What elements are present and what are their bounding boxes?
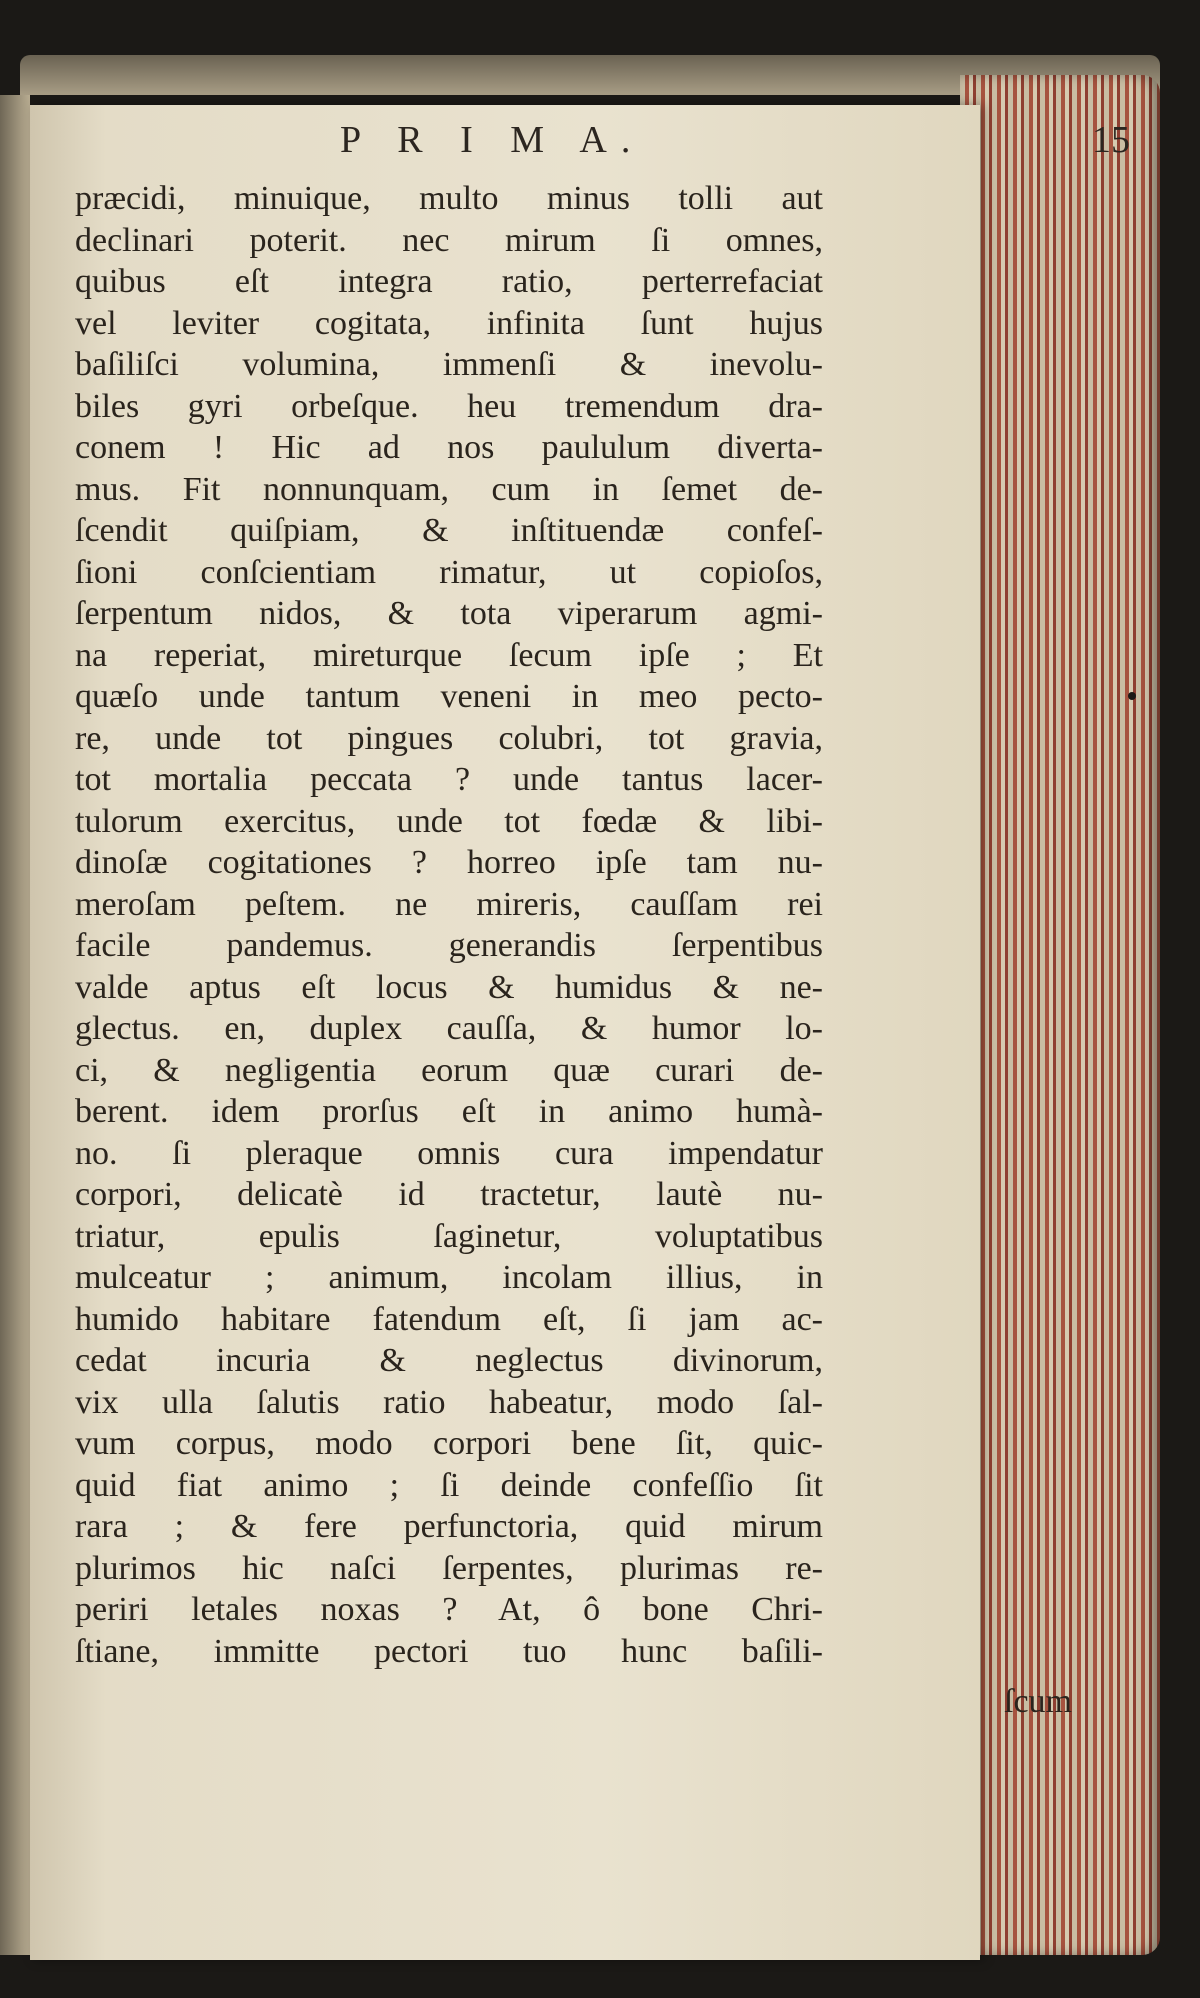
text-line: quibus eſt integra ratio, perterrefaciat — [75, 263, 823, 300]
text-line: conem ! Hic ad nos paululum diverta- — [75, 429, 823, 466]
text-line: ſioni conſcientiam rimatur, ut copioſos, — [75, 553, 823, 591]
text-line: ſtiane, immitte pectori tuo hunc baſili- — [75, 1632, 823, 1670]
text-line: ci, & negligentia eorum quæ curari de- — [75, 1051, 823, 1089]
running-head — [60, 118, 1130, 168]
text-line: præcidi, minuique, multo minus tolli aut — [75, 180, 823, 217]
text-line: glectus. en, duplex cauſſa, & humor lo- — [75, 1010, 823, 1047]
text-line: vum corpus, modo corpori bene ſit, quic- — [75, 1425, 823, 1462]
text-line: humido habitare fatendum eſt, ſi jam ac- — [75, 1300, 823, 1338]
text-line: declinari poterit. nec mirum ſi omnes, — [75, 221, 823, 259]
text-line: biles gyri orbeſque. heu tremendum dra- — [75, 387, 823, 425]
page-fore-edge — [960, 75, 1160, 1955]
text-line: facile pandemus. generandis ſerpentibus — [75, 927, 823, 964]
text-line: tulorum exercitus, unde tot fœdæ & libi- — [75, 802, 823, 840]
text-line: mus. Fit nonnunquam, cum in ſemet de- — [75, 470, 823, 508]
text-line: tot mortalia peccata ? unde tantus lacer- — [75, 761, 823, 798]
text-line: plurimos hic naſci ſerpentes, plurimas re- — [75, 1549, 823, 1587]
text-line: ſerpentum nidos, & tota viperarum agmi- — [75, 595, 823, 632]
text-line: ſcendit quiſpiam, & inſtituendæ confeſ- — [75, 512, 823, 549]
text-line: rara ; & fere perfunctoria, quid mirum — [75, 1508, 823, 1545]
text-line: quid fiat animo ; ſi deinde confeſſio ſit — [75, 1466, 823, 1504]
text-line: no. ſi pleraque omnis cura impendatur — [75, 1134, 823, 1172]
text-line: re, unde tot pingues colubri, tot gravia, — [75, 719, 823, 757]
text-line: valde aptus eſt locus & humidus & ne- — [75, 968, 823, 1006]
text-line: quæſo unde tantum veneni in meo pecto- — [75, 678, 823, 715]
text-line: vix ulla ſalutis ratio habeatur, modo ſal- — [75, 1383, 823, 1421]
page-title: P R I M A. — [340, 119, 645, 161]
body-text — [75, 178, 823, 1672]
text-line: meroſam peſtem. ne mireris, cauſſam rei — [75, 885, 823, 923]
catchword: ſcum — [1004, 1683, 1072, 1720]
text-line: baſiliſci volumina, immenſi & inevolu- — [75, 346, 823, 383]
page-number: 15 — [1092, 119, 1130, 161]
margin-mark — [1128, 692, 1136, 700]
text-line: mulceatur ; animum, incolam illius, in — [75, 1259, 823, 1296]
text-line: berent. idem prorſus eſt in animo humà- — [75, 1093, 823, 1130]
text-line: cedat incuria & neglectus divinorum, — [75, 1342, 823, 1379]
gutter — [0, 95, 30, 1955]
text-line: vel leviter cogitata, infinita ſunt hujus — [75, 304, 823, 342]
text-line: na reperiat, mireturque ſecum ipſe ; Et — [75, 636, 823, 674]
text-line: corpori, delicatè id tractetur, lautè nu- — [75, 1176, 823, 1213]
text-line: periri letales noxas ? At, ô bone Chri- — [75, 1591, 823, 1628]
text-line: triatur, epulis ſaginetur, voluptatibus — [75, 1217, 823, 1255]
text-line: dinoſæ cogitationes ? horreo ipſe tam nu- — [75, 844, 823, 881]
